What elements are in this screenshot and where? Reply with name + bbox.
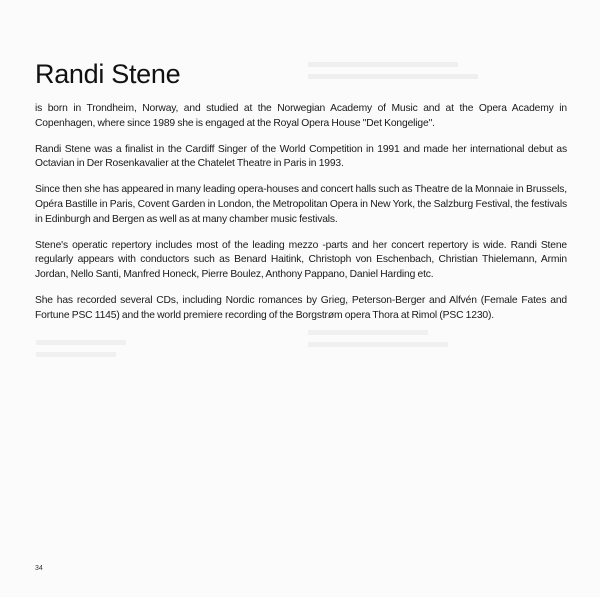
biography-paragraph: Randi Stene was a finalist in the Cardiff Singer of the World Competition in 1991 and made her international debut as Octavian in Der Rosenkavalier at the Chatelet Theatre in Paris in 1993. — [35, 143, 567, 170]
biography-paragraph: is born in Trondheim, Norway, and studied at the Norwegian Academy of Music and at the Opera Academy in Copenhagen, where since 1989 she is engaged at the Royal Opera House "Det Kongelige". — [35, 103, 567, 129]
show-through-text — [36, 340, 126, 364]
biography-text — [35, 102, 567, 335]
page-number: 34 — [35, 565, 43, 572]
show-through-text — [308, 62, 478, 86]
page-title: Randi Stene — [35, 59, 181, 89]
biography-paragraph: Stene's operatic repertory includes most of the leading mezzo -parts and her concert repertory is wide. Randi Stene regularly appears with conductors such as Benard Haitink, Christoph von Eschenbach, Christian Thielemann, Armin Jordan, Nello Santi, Manfred Honeck, Pierre Boulez, Anthony Pappano, Daniel Harding etc. — [35, 239, 567, 281]
biography-paragraph: Since then she has appeared in many leading opera-houses and concert halls such as Theatre de la Monnaie in Brussels, Opéra Bastille in Paris, Covent Garden in London, the Metropolitan Opera in New York, the Salzburg Festival, the festivals in Edinburgh and Bergen as well as at many chamber music festivals. — [35, 184, 567, 225]
biography-paragraph: She has recorded several CDs, including Nordic romances by Grieg, Peterson-Berger and Alfvén (Female Fates and Fortune PSC 1145) and the world premiere recording of the Borgstrøm opera Thora at Rimol (PSC 1230). — [35, 294, 567, 321]
